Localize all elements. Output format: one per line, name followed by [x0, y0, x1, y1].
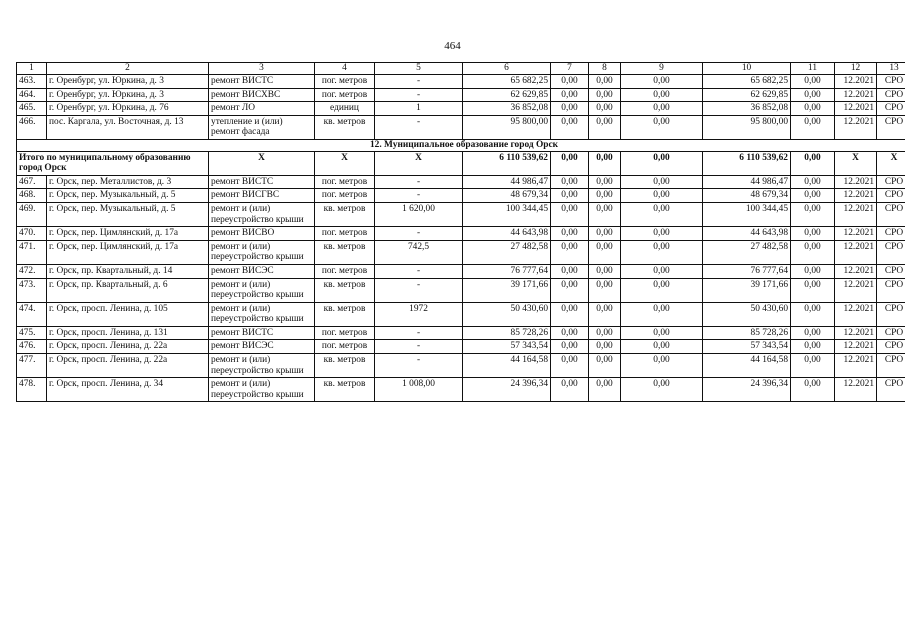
row-number: 464. [17, 88, 47, 102]
column-number: 3 [209, 63, 315, 75]
owner-cost: 48 679,34 [703, 189, 791, 203]
method: СРО [877, 102, 905, 116]
unit: кв. метров [315, 378, 375, 402]
work-type: ремонт ВИСЭС [209, 264, 315, 278]
owner-cost: 44 164,58 [703, 354, 791, 378]
deadline: 12.2021 [835, 264, 877, 278]
fund-cost: 0,00 [551, 302, 589, 326]
quantity: - [375, 278, 463, 302]
row-number: 475. [17, 326, 47, 340]
column-number: 1 [17, 63, 47, 75]
section-header-row [17, 139, 905, 151]
extra-cost: 0,00 [791, 151, 835, 175]
x-mark: X [375, 151, 463, 175]
row-number: 463. [17, 75, 47, 89]
quantity: 1 620,00 [375, 202, 463, 226]
deadline: 12.2021 [835, 302, 877, 326]
unit: пог. метров [315, 75, 375, 89]
row-number: 472. [17, 264, 47, 278]
deadline: 12.2021 [835, 189, 877, 203]
budget-cost: 0,00 [589, 278, 621, 302]
method: X [877, 151, 905, 175]
method: СРО [877, 302, 905, 326]
budget-cost: 0,00 [589, 340, 621, 354]
unit: единиц [315, 102, 375, 116]
budget-cost: 0,00 [589, 302, 621, 326]
owner-cost: 27 482,58 [703, 240, 791, 264]
work-type: ремонт ВИСГВС [209, 189, 315, 203]
table-row [17, 378, 905, 402]
table-row [17, 189, 905, 203]
address: г. Орск, просп. Ленина, д. 22а [47, 340, 209, 354]
owner-cost: 76 777,64 [703, 264, 791, 278]
row-number: 469. [17, 202, 47, 226]
total-cost: 95 800,00 [463, 115, 551, 139]
extra-cost: 0,00 [791, 264, 835, 278]
column-number: 7 [551, 63, 589, 75]
quantity: - [375, 326, 463, 340]
fund-cost: 0,00 [551, 88, 589, 102]
method: СРО [877, 264, 905, 278]
total-cost: 50 430,60 [463, 302, 551, 326]
work-type: ремонт и (или) переустройство крыши [209, 378, 315, 402]
work-type: ремонт и (или) переустройство крыши [209, 240, 315, 264]
extra-cost: 0,00 [791, 102, 835, 116]
table-row [17, 264, 905, 278]
deadline: 12.2021 [835, 227, 877, 241]
total-cost: 62 629,85 [463, 88, 551, 102]
unit: пог. метров [315, 264, 375, 278]
work-type: ремонт ВИСЭС [209, 340, 315, 354]
table-row [17, 278, 905, 302]
quantity: 1 008,00 [375, 378, 463, 402]
table-row [17, 302, 905, 326]
budget-cost: 0,00 [589, 202, 621, 226]
extra-cost: 0,00 [791, 227, 835, 241]
quantity: - [375, 227, 463, 241]
quantity: 1 [375, 102, 463, 116]
address: г. Орск, пер. Цимлянский, д. 17а [47, 227, 209, 241]
extra-cost: 0,00 [791, 378, 835, 402]
row-number: 467. [17, 175, 47, 189]
fund-cost: 0,00 [551, 102, 589, 116]
method: СРО [877, 378, 905, 402]
quantity: - [375, 189, 463, 203]
total-cost: 57 343,54 [463, 340, 551, 354]
quantity: - [375, 340, 463, 354]
deadline: 12.2021 [835, 75, 877, 89]
owner-cost: 6 110 539,62 [703, 151, 791, 175]
unit: пог. метров [315, 88, 375, 102]
budget-cost: 0,00 [589, 378, 621, 402]
total-cost: 27 482,58 [463, 240, 551, 264]
address: пос. Каргала, ул. Восточная, д. 13 [47, 115, 209, 139]
row-number: 468. [17, 189, 47, 203]
other-cost: 0,00 [621, 151, 703, 175]
quantity: X [315, 151, 375, 175]
total-cost: 36 852,08 [463, 102, 551, 116]
fund-cost: 0,00 [551, 227, 589, 241]
fund-cost: 0,00 [551, 151, 589, 175]
column-number: 5 [375, 63, 463, 75]
work-type: утепление и (или) ремонт фасада [209, 115, 315, 139]
other-cost: 0,00 [621, 88, 703, 102]
owner-cost: 50 430,60 [703, 302, 791, 326]
fund-cost: 0,00 [551, 75, 589, 89]
address: г. Орск, просп. Ленина, д. 34 [47, 378, 209, 402]
unit: кв. метров [315, 278, 375, 302]
unit: X [209, 151, 315, 175]
extra-cost: 0,00 [791, 240, 835, 264]
quantity: - [375, 175, 463, 189]
deadline: 12.2021 [835, 88, 877, 102]
deadline: 12.2021 [835, 278, 877, 302]
unit: кв. метров [315, 202, 375, 226]
extra-cost: 0,00 [791, 354, 835, 378]
extra-cost: 0,00 [791, 88, 835, 102]
fund-cost: 0,00 [551, 240, 589, 264]
other-cost: 0,00 [621, 189, 703, 203]
fund-cost: 0,00 [551, 340, 589, 354]
fund-cost: 0,00 [551, 326, 589, 340]
address: г. Оренбург, ул. Юркина, д. 3 [47, 88, 209, 102]
budget-cost: 0,00 [589, 227, 621, 241]
other-cost: 0,00 [621, 302, 703, 326]
budget-cost: 0,00 [589, 264, 621, 278]
unit: пог. метров [315, 326, 375, 340]
column-numbers-row [17, 63, 905, 75]
deadline: 12.2021 [835, 202, 877, 226]
extra-cost: 0,00 [791, 175, 835, 189]
budget-cost: 0,00 [589, 151, 621, 175]
total-cost: 39 171,66 [463, 278, 551, 302]
table-row [17, 354, 905, 378]
page-number: 464 [444, 40, 461, 52]
address: г. Орск, просп. Ленина, д. 105 [47, 302, 209, 326]
unit: кв. метров [315, 354, 375, 378]
row-number: 477. [17, 354, 47, 378]
work-type: ремонт и (или) переустройство крыши [209, 354, 315, 378]
method: СРО [877, 227, 905, 241]
row-number: 476. [17, 340, 47, 354]
extra-cost: 0,00 [791, 326, 835, 340]
owner-cost: 24 396,34 [703, 378, 791, 402]
extra-cost: 0,00 [791, 202, 835, 226]
total-cost: 6 110 539,62 [463, 151, 551, 175]
owner-cost: 36 852,08 [703, 102, 791, 116]
deadline: 12.2021 [835, 115, 877, 139]
works-table [16, 62, 905, 402]
owner-cost: 100 344,45 [703, 202, 791, 226]
extra-cost: 0,00 [791, 115, 835, 139]
method: СРО [877, 354, 905, 378]
column-number: 9 [621, 63, 703, 75]
address: г. Орск, просп. Ленина, д. 22а [47, 354, 209, 378]
fund-cost: 0,00 [551, 378, 589, 402]
other-cost: 0,00 [621, 175, 703, 189]
address: г. Оренбург, ул. Юркина, д. 3 [47, 75, 209, 89]
unit: пог. метров [315, 189, 375, 203]
table-row [17, 75, 905, 89]
method: СРО [877, 326, 905, 340]
quantity: - [375, 88, 463, 102]
column-number: 6 [463, 63, 551, 75]
table-row [17, 202, 905, 226]
extra-cost: 0,00 [791, 75, 835, 89]
column-number: 13 [877, 63, 905, 75]
address: г. Орск, пер. Музыкальный, д. 5 [47, 189, 209, 203]
unit: кв. метров [315, 115, 375, 139]
method: СРО [877, 202, 905, 226]
owner-cost: 95 800,00 [703, 115, 791, 139]
owner-cost: 44 643,98 [703, 227, 791, 241]
table-row [17, 102, 905, 116]
work-type: ремонт ВИСХВС [209, 88, 315, 102]
address: г. Орск, пер. Металлистов, д. 3 [47, 175, 209, 189]
other-cost: 0,00 [621, 102, 703, 116]
budget-cost: 0,00 [589, 175, 621, 189]
work-type: ремонт ВИСТС [209, 175, 315, 189]
other-cost: 0,00 [621, 354, 703, 378]
total-row [17, 151, 905, 175]
quantity: 1972 [375, 302, 463, 326]
method: СРО [877, 278, 905, 302]
other-cost: 0,00 [621, 326, 703, 340]
table-row [17, 227, 905, 241]
budget-cost: 0,00 [589, 88, 621, 102]
total-label: Итого по муниципальному образованию город Орск [17, 151, 209, 175]
total-cost: 24 396,34 [463, 378, 551, 402]
method: СРО [877, 189, 905, 203]
deadline: X [835, 151, 877, 175]
total-cost: 44 986,47 [463, 175, 551, 189]
other-cost: 0,00 [621, 340, 703, 354]
table-row [17, 326, 905, 340]
other-cost: 0,00 [621, 115, 703, 139]
fund-cost: 0,00 [551, 115, 589, 139]
row-number: 474. [17, 302, 47, 326]
address: г. Орск, пер. Цимлянский, д. 17а [47, 240, 209, 264]
address: г. Орск, пр. Квартальный, д. 6 [47, 278, 209, 302]
work-type: ремонт ВИСТС [209, 326, 315, 340]
other-cost: 0,00 [621, 378, 703, 402]
owner-cost: 57 343,54 [703, 340, 791, 354]
method: СРО [877, 240, 905, 264]
quantity: 742,5 [375, 240, 463, 264]
unit: кв. метров [315, 302, 375, 326]
column-number: 4 [315, 63, 375, 75]
column-number: 8 [589, 63, 621, 75]
budget-cost: 0,00 [589, 115, 621, 139]
table-row [17, 340, 905, 354]
address: г. Оренбург, ул. Юркина, д. 76 [47, 102, 209, 116]
work-type: ремонт и (или) переустройство крыши [209, 202, 315, 226]
other-cost: 0,00 [621, 240, 703, 264]
table-row [17, 115, 905, 139]
budget-cost: 0,00 [589, 102, 621, 116]
owner-cost: 44 986,47 [703, 175, 791, 189]
other-cost: 0,00 [621, 264, 703, 278]
address: г. Орск, пр. Квартальный, д. 14 [47, 264, 209, 278]
fund-cost: 0,00 [551, 354, 589, 378]
fund-cost: 0,00 [551, 264, 589, 278]
work-type: ремонт ВИСВО [209, 227, 315, 241]
table-row [17, 175, 905, 189]
section-title: 12. Муниципальное образование город Орск [17, 139, 905, 151]
method: СРО [877, 75, 905, 89]
row-number: 466. [17, 115, 47, 139]
budget-cost: 0,00 [589, 75, 621, 89]
fund-cost: 0,00 [551, 278, 589, 302]
row-number: 471. [17, 240, 47, 264]
unit: пог. метров [315, 340, 375, 354]
total-cost: 44 164,58 [463, 354, 551, 378]
deadline: 12.2021 [835, 326, 877, 340]
fund-cost: 0,00 [551, 175, 589, 189]
quantity: - [375, 115, 463, 139]
deadline: 12.2021 [835, 340, 877, 354]
owner-cost: 65 682,25 [703, 75, 791, 89]
column-number: 11 [791, 63, 835, 75]
extra-cost: 0,00 [791, 302, 835, 326]
quantity: - [375, 264, 463, 278]
quantity: - [375, 75, 463, 89]
table-row [17, 88, 905, 102]
work-type: ремонт и (или) переустройство крыши [209, 302, 315, 326]
total-cost: 76 777,64 [463, 264, 551, 278]
quantity: - [375, 354, 463, 378]
unit: пог. метров [315, 175, 375, 189]
other-cost: 0,00 [621, 75, 703, 89]
budget-cost: 0,00 [589, 240, 621, 264]
other-cost: 0,00 [621, 278, 703, 302]
row-number: 473. [17, 278, 47, 302]
owner-cost: 39 171,66 [703, 278, 791, 302]
extra-cost: 0,00 [791, 278, 835, 302]
budget-cost: 0,00 [589, 326, 621, 340]
owner-cost: 62 629,85 [703, 88, 791, 102]
owner-cost: 85 728,26 [703, 326, 791, 340]
fund-cost: 0,00 [551, 189, 589, 203]
work-type: ремонт ЛО [209, 102, 315, 116]
other-cost: 0,00 [621, 227, 703, 241]
total-cost: 65 682,25 [463, 75, 551, 89]
column-number: 10 [703, 63, 791, 75]
unit: кв. метров [315, 240, 375, 264]
work-type: ремонт и (или) переустройство крыши [209, 278, 315, 302]
extra-cost: 0,00 [791, 340, 835, 354]
row-number: 470. [17, 227, 47, 241]
budget-cost: 0,00 [589, 354, 621, 378]
deadline: 12.2021 [835, 175, 877, 189]
total-cost: 48 679,34 [463, 189, 551, 203]
address: г. Орск, пер. Музыкальный, д. 5 [47, 202, 209, 226]
total-cost: 85 728,26 [463, 326, 551, 340]
deadline: 12.2021 [835, 378, 877, 402]
method: СРО [877, 88, 905, 102]
deadline: 12.2021 [835, 102, 877, 116]
other-cost: 0,00 [621, 202, 703, 226]
total-cost: 100 344,45 [463, 202, 551, 226]
deadline: 12.2021 [835, 354, 877, 378]
total-cost: 44 643,98 [463, 227, 551, 241]
method: СРО [877, 175, 905, 189]
row-number: 465. [17, 102, 47, 116]
fund-cost: 0,00 [551, 202, 589, 226]
column-number: 2 [47, 63, 209, 75]
deadline: 12.2021 [835, 240, 877, 264]
row-number: 478. [17, 378, 47, 402]
extra-cost: 0,00 [791, 189, 835, 203]
unit: пог. метров [315, 227, 375, 241]
table-row [17, 240, 905, 264]
column-number: 12 [835, 63, 877, 75]
address: г. Орск, просп. Ленина, д. 131 [47, 326, 209, 340]
method: СРО [877, 340, 905, 354]
budget-cost: 0,00 [589, 189, 621, 203]
method: СРО [877, 115, 905, 139]
work-type: ремонт ВИСТС [209, 75, 315, 89]
